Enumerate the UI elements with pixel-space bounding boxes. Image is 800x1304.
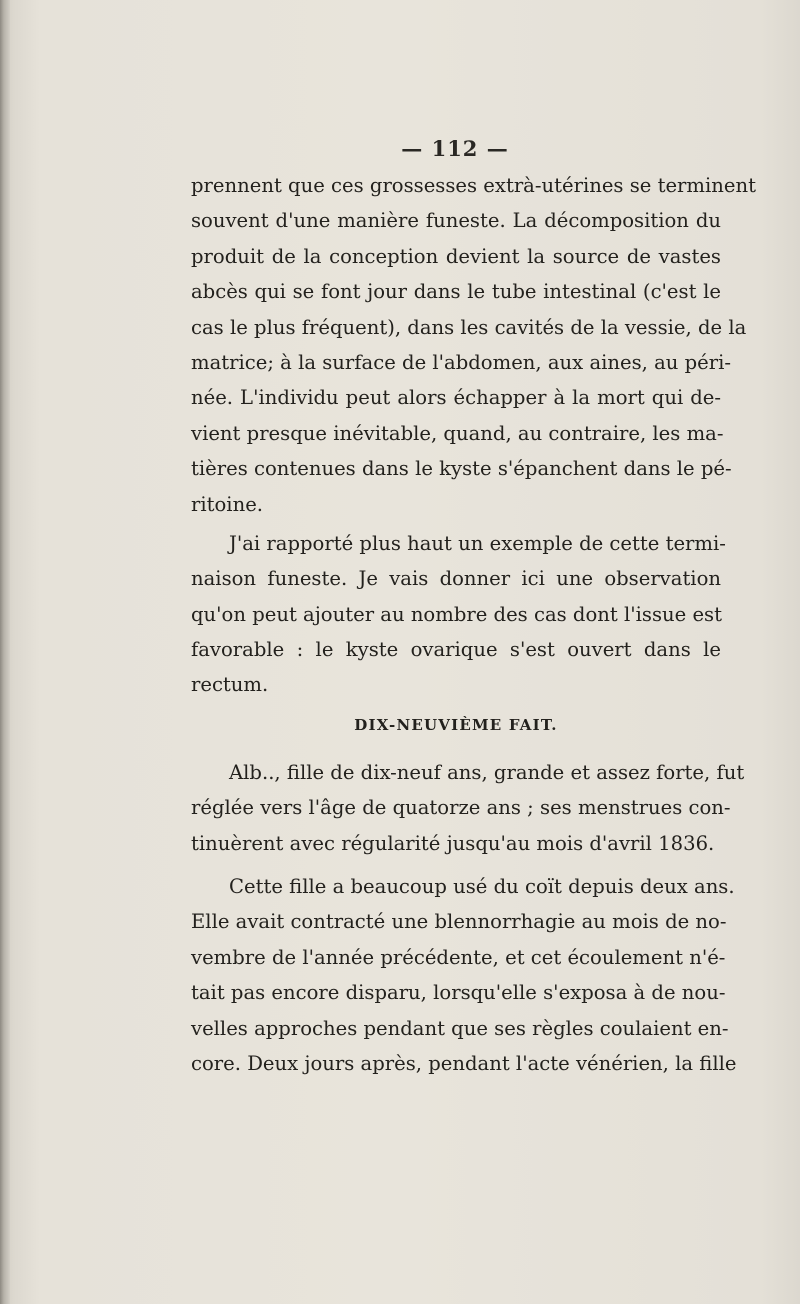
text-line: réglée vers l'âge de quatorze ans ; ses menstrues con- [191, 796, 731, 820]
text-line: tières contenues dans le kyste s'épanchent dans le pé- [191, 457, 732, 481]
text-line: vembre de l'année précédente, et cet écoulement n'é- [191, 945, 726, 969]
text-line: tait pas encore disparu, lorsqu'elle s'exposa à de nou- [191, 981, 726, 1005]
text-line: favorable : le kyste ovarique s'est ouvert dans le [191, 638, 721, 662]
text-line: ritoine. [191, 492, 264, 516]
text-line: abcès qui se font jour dans le tube intestinal (c'est le [191, 280, 721, 304]
text-line: Elle avait contracté une blennorrhagie au mois de no- [191, 910, 727, 934]
text-line: née. L'individu peut alors échapper à la mort qui de- [191, 386, 721, 410]
text-line: velles approches pendant que ses règles coulaient en- [191, 1016, 729, 1040]
paragraph [191, 869, 737, 1081]
page-number: — 112 — [401, 136, 509, 161]
page-spine-shadow [0, 0, 10, 1304]
text-line: qu'on peut ajouter au nombre des cas dont l'issue est [191, 602, 722, 626]
text-line: core. Deux jours après, pendant l'acte vénérien, la fille [191, 1051, 737, 1075]
paragraph [191, 168, 756, 522]
body-text [191, 168, 756, 1081]
paragraph [191, 755, 745, 861]
text-line: matrice; à la surface de l'abdomen, aux aines, au péri- [191, 350, 732, 374]
text-line: naison funeste. Je vais donner ici une observation [191, 567, 721, 591]
text-line: produit de la conception devient la source de vastes [191, 244, 721, 268]
section-heading: DIX-NEUVIÈME FAIT. [354, 715, 558, 734]
text-line: J'ai rapporté plus haut un exemple de cette termi- [229, 531, 726, 555]
text-line: rectum. [191, 673, 269, 697]
text-line: cas le plus fréquent), dans les cavités de la vessie, de la [191, 315, 747, 339]
text-line: souvent d'une manière funeste. La décomposition du [191, 209, 721, 233]
text-line: vient presque inévitable, quand, au contraire, les ma- [191, 421, 724, 445]
text-line: tinuèrent avec régularité jusqu'au mois d'avril 1836. [191, 831, 715, 855]
paragraph [191, 526, 726, 703]
text-line: prennent que ces grossesses extrà-utérines se terminent [191, 174, 756, 197]
text-line: Cette fille a beaucoup usé du coït depuis deux ans. [229, 875, 735, 899]
text-line: Alb.., fille de dix-neuf ans, grande et assez forte, fut [229, 760, 745, 784]
